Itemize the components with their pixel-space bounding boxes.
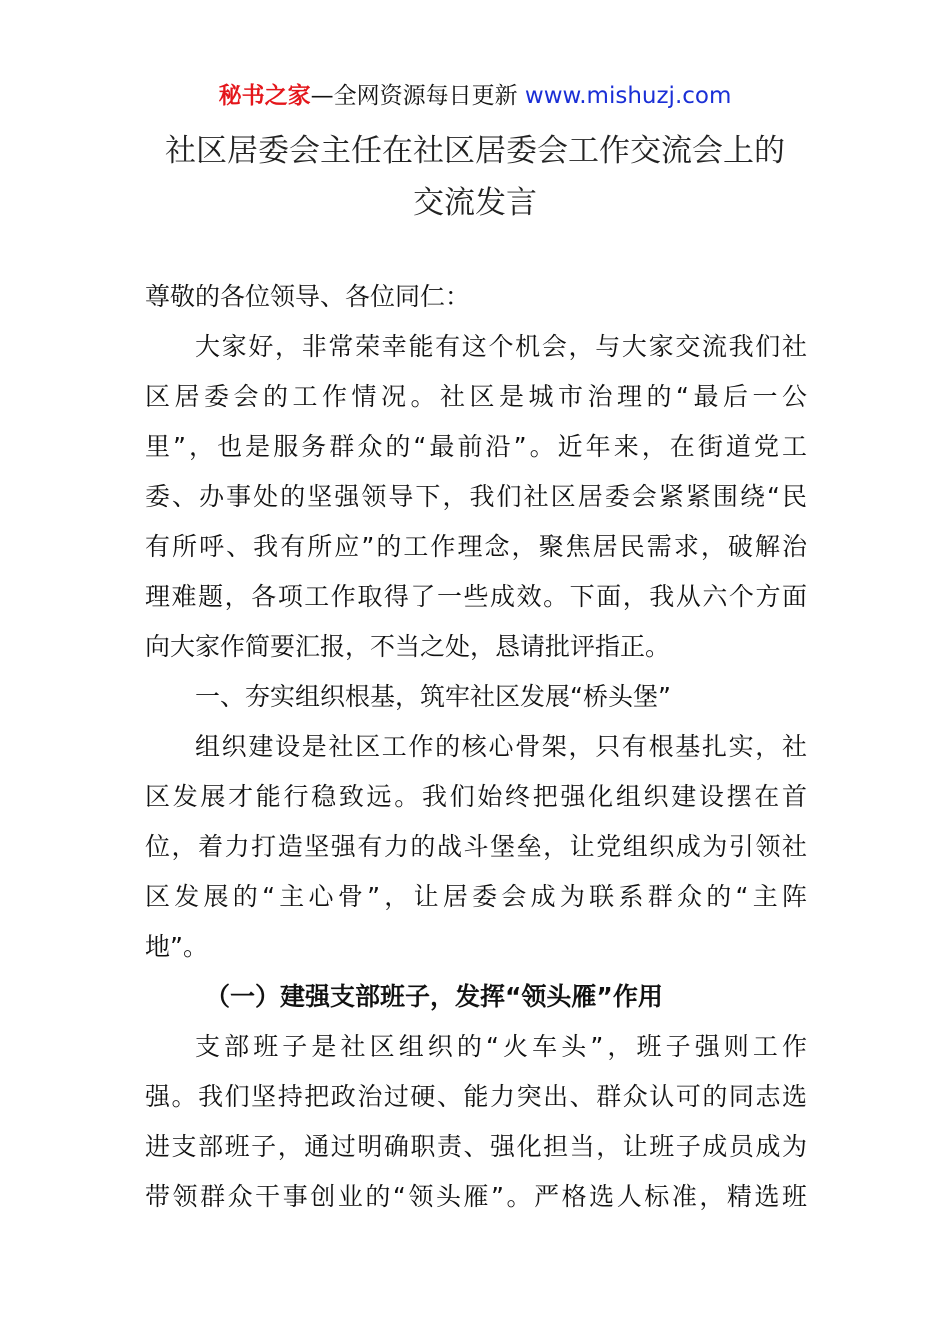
- paragraph-line: 带领群众干事创业的“领头雁”。严格选人标准，精选班: [145, 1182, 807, 1211]
- salutation: 尊敬的各位领导、各位同仁：: [145, 282, 471, 311]
- section-heading: 一、夯实组织根基，筑牢社区发展“桥头堡”: [195, 682, 671, 711]
- paragraph-line: 向大家作简要汇报，不当之处，恳请批评指正。: [145, 632, 671, 661]
- paragraph-line: 组织建设是社区工作的核心骨架，只有根基扎实，社: [195, 732, 807, 761]
- paragraph-line: 大家好，非常荣幸能有这个机会，与大家交流我们社: [195, 332, 807, 361]
- title-line-2: 交流发言: [413, 185, 537, 221]
- paragraph-line: 地”。: [145, 932, 208, 961]
- brand-name: 秘书之家: [218, 83, 311, 109]
- subsection-heading: （一）建强支部班子，发挥“领头雁”作用: [205, 982, 663, 1011]
- paragraph-line: 进支部班子，通过明确职责、强化担当，让班子成员成为: [145, 1132, 807, 1161]
- site-header: [0, 80, 950, 112]
- paragraph-line: 区居委会的工作情况。社区是城市治理的“最后一公: [145, 382, 807, 411]
- site-url-link[interactable]: www.mishuzj.com: [524, 83, 732, 109]
- paragraph-line: 强。我们坚持把政治过硬、能力突出、群众认可的同志选: [145, 1082, 807, 1111]
- paragraph-line: 委、办事处的坚强领导下，我们社区居委会紧紧围绕“民: [145, 482, 807, 511]
- document-title: [120, 125, 830, 229]
- title-line-1: 社区居委会主任在社区居委会工作交流会上的: [165, 133, 785, 169]
- document-body: [145, 272, 807, 1222]
- site-slogan: —全网资源每日更新: [310, 83, 518, 109]
- paragraph-line: 支部班子是社区组织的“火车头”，班子强则工作: [195, 1032, 807, 1061]
- paragraph-line: 区发展才能行稳致远。我们始终把强化组织建设摆在首: [145, 782, 807, 811]
- paragraph-line: 理难题，各项工作取得了一些成效。下面，我从六个方面: [145, 582, 807, 611]
- paragraph-line: 位，着力打造坚强有力的战斗堡垒，让党组织成为引领社: [145, 832, 807, 861]
- paragraph-line: 里”，也是服务群众的“最前沿”。近年来，在街道党工: [145, 432, 807, 461]
- paragraph-line: 有所呼、我有所应”的工作理念，聚焦居民需求，破解治: [145, 532, 807, 561]
- paragraph-line: 区发展的“主心骨”，让居委会成为联系群众的“主阵: [145, 882, 807, 911]
